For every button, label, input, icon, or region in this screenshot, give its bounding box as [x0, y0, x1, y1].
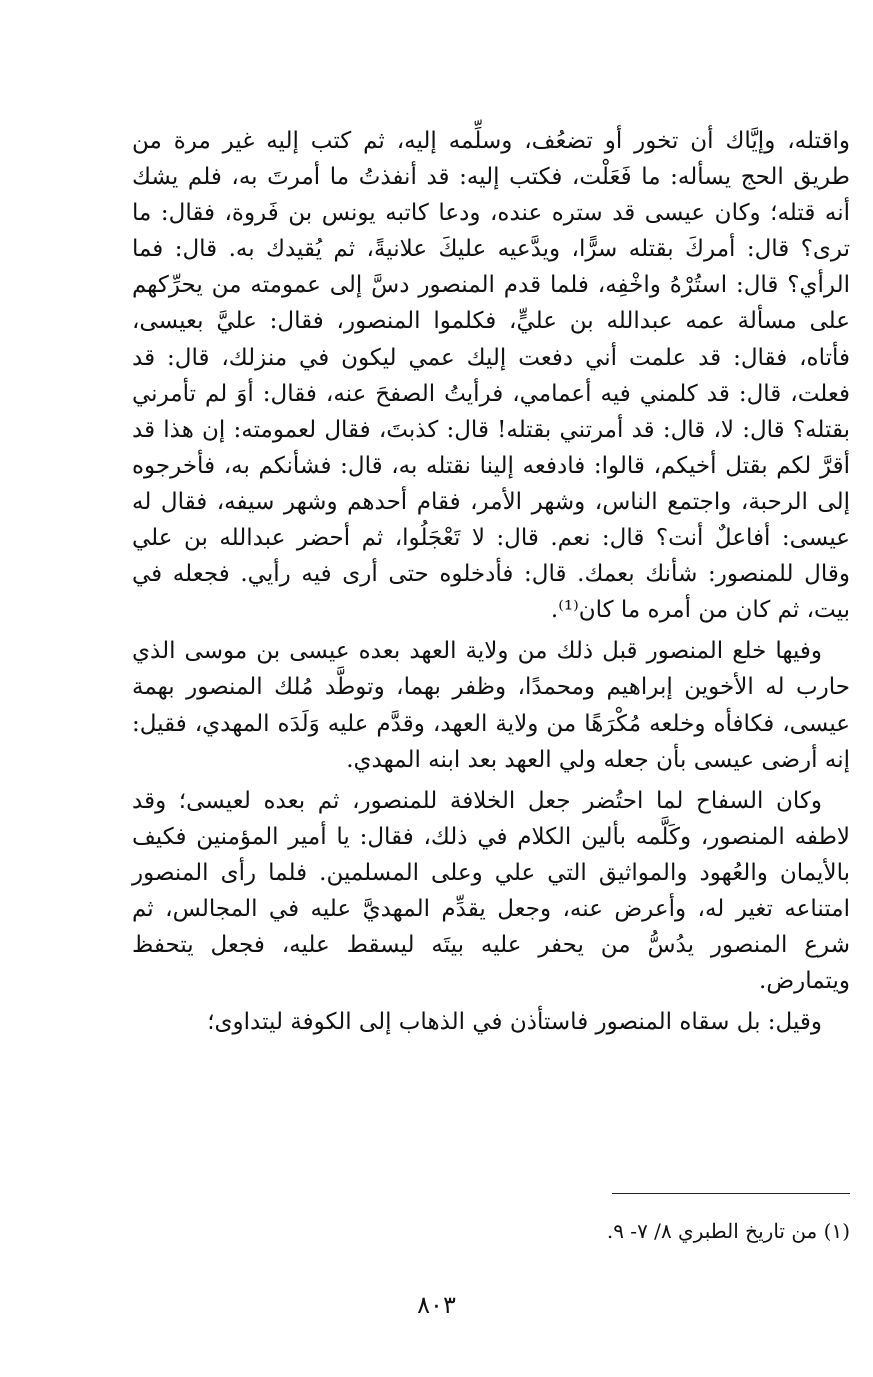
paragraph-3: وكان السفاح لما احتُضر جعل الخلافة للمنصور، ثم بعده لعيسى؛ وقد لاطفه المنصور، وكَلَّمه بألين الكلام في ذلك، فقال: يا أمير المؤمنين فكيف بالأيمان والعُهود والمواثيق التي علي وعلى المسلمين. فلما رأى المنصور امتناعه تغير له، وأعرض عنه، وجعل يقدِّم المهديَّ عليه في المجالس، ثم شرع المنصور يدُسُّ من يحفر عليه بيتَه ليسقط عليه، فجعل يتحفظ ويتمارض. — [132, 787, 850, 995]
footnote: (١) من تاريخ الطبري ٨/ ٧- ٩. — [606, 1219, 850, 1243]
paragraph-2: وفيها خلع المنصور قبل ذلك من ولاية العهد بعده عيسى بن موسى الذي حارب له الأخوين إبراهيم ومحمدًا، وظفر بهما، وتوطَّد مُلك المنصور بهمة عيسى، فكافأه وخلعه مُكْرَهًا من ولاية العهد، وقدَّم عليه وَلَدَه المهدي، فقيل: إنه أرضى عيسى بأن جعله ولي العهد بعد ابنه المهدي. — [132, 638, 850, 773]
footnote-divider — [612, 1193, 850, 1194]
main-text — [132, 123, 850, 1045]
paragraph-4: وقيل: بل سقاه المنصور فاستأذن في الذهاب إلى الكوفة ليتداوى؛ — [207, 1009, 822, 1036]
page-number: ٨٠٣ — [417, 1291, 456, 1319]
paragraph-1: واقتله، وإيَّاك أن تخور أو تضعُف، وسلِّمه إليه، ثم كتب إليه غير مرة من طريق الحج يسأله: ما فَعَلْت، فكتب إليه: قد أنفذتُ ما أمرتَ به، فلم يشك أنه قتله؛ وكان عيسى قد ستره عنده، ودعا كاتبه يونس بن فَروة، فقال: ما ترى؟ قال: أمركَ بقتله سرًّا، ويدَّعيه عليكَ علانيةً، ثم يُقيدك به. قال: فما الرأي؟ قال: استُرْهُ واخْفِه، فلما قدم المنصور دسَّ إلى عمومته من يحرِّكهم على مسألة عمه عبدالله بن عليٍّ، فكلموا المنصور، فقال: عليَّ بعيسى، فأتاه، فقال: قد علمت أني دفعت إليك عمي ليكون في منزلك، قال: قد فعلت، قال: قد كلمني فيه أعمامي، فرأيتُ الصفحَ عنه، فقال: أوَ لم تأمرني بقتله؟ قال: لا، قال: قد أمرتني بقتله! قال: كذبتَ، فقال لعمومته: إن هذا قد أقرَّ لكم بقتل أخيكم، قالوا: فادفعه إلينا نقتله به، قال: فشأنكم به، فأخرجوه إلى الرحبة، واجتمع الناس، وشهر الأمر، فقام أحدهم وشهر سيفه، فقال له عيسى: أفاعلٌ أنت؟ قال: نعم. قال: لا تَعْجَلُوا، ثم أحضر عبدالله بن علي وقال للمنصور: شأنك بعمك. قال: فأدخلوه حتى أرى فيه رأيي. فجعله في بيت، ثم كان من أمره ما كان⁽¹⁾. — [132, 128, 850, 624]
